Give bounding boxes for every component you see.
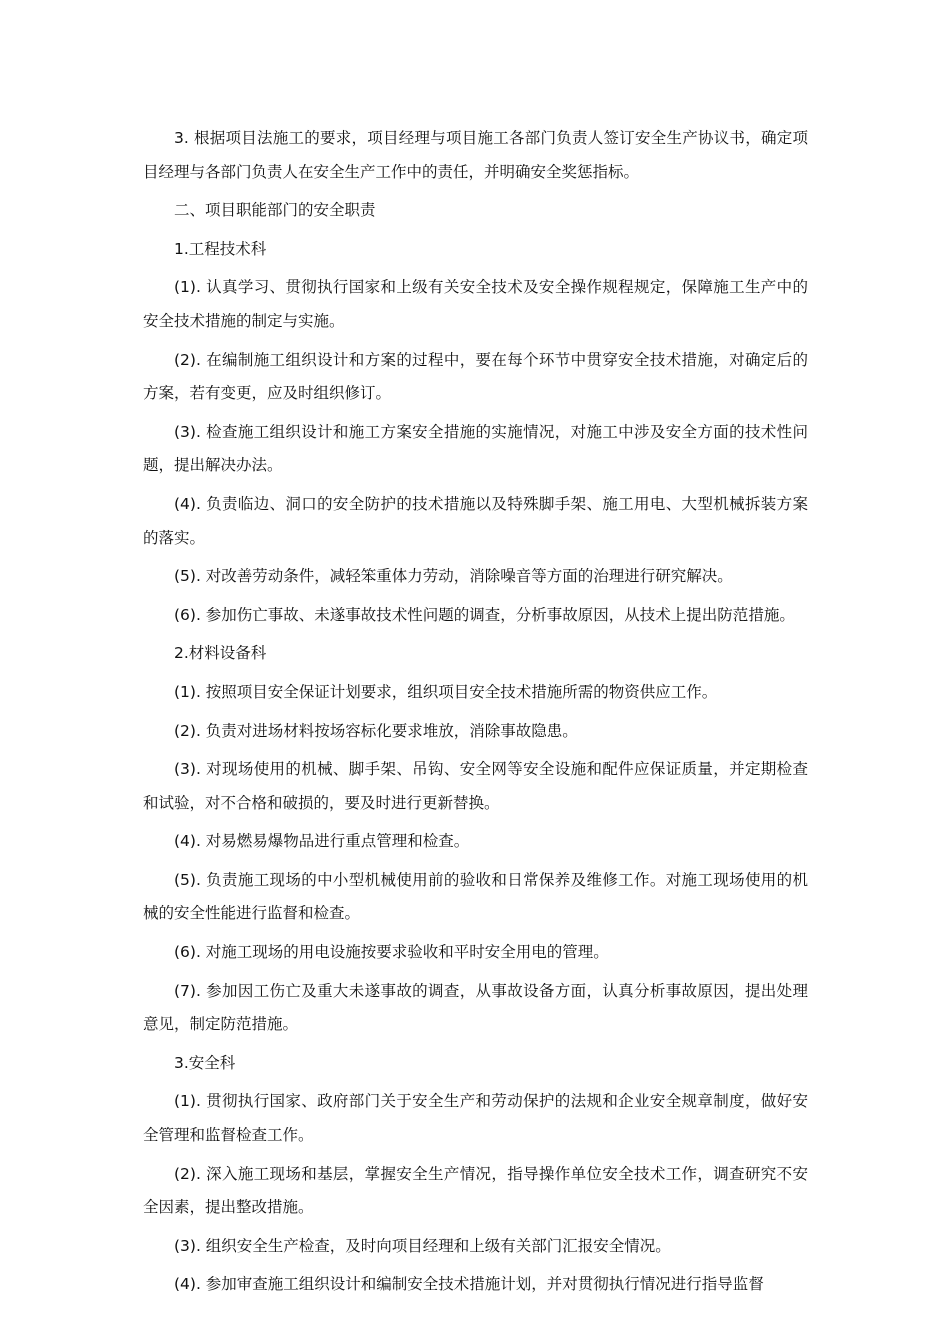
list-item: (5). 负责施工现场的中小型机械使用前的验收和日常保养及维修工作。对施工现场使用的机械的安全性能进行监督和检查。 [143,870,808,923]
list-item: (5). 对改善劳动条件，减轻笨重体力劳动，消除噪音等方面的治理进行研究解决。 [174,567,733,586]
section-heading-department-duties: 二、项目职能部门的安全职责 [174,201,376,220]
list-item: (1). 按照项目安全保证计划要求，组织项目安全技术措施所需的物资供应工作。 [174,682,718,701]
list-item: (4). 负责临边、洞口的安全防护的技术措施以及特殊脚手架、施工用电、大型机械拆装方案的落实。 [143,494,808,547]
list-item: (3). 检查施工组织设计和施工方案安全措施的实施情况，对施工中涉及安全方面的技术性问题，提出解决办法。 [143,422,808,475]
list-item: (3). 组织安全生产检查，及时向项目经理和上级有关部门汇报安全情况。 [174,1236,671,1255]
list-item: (1). 贯彻执行国家、政府部门关于安全生产和劳动保护的法规和企业安全规章制度，做好安全管理和监督检查工作。 [143,1092,808,1145]
list-item: (2). 深入施工现场和基层，掌握安全生产情况，指导操作单位安全技术工作，调查研究不安全因素，提出整改措施。 [143,1164,808,1217]
document-body [143,122,808,1307]
list-item: (4). 对易燃易爆物品进行重点管理和检查。 [174,832,470,851]
list-item: (2). 负责对进场材料按场容标化要求堆放，消除事故隐患。 [174,721,578,740]
paragraph-protocol-signing: 3. 根据项目法施工的要求，项目经理与项目施工各部门负责人签订安全生产协议书，确定项目经理与各部门负责人在安全生产工作中的责任，并明确安全奖惩指标。 [143,129,808,181]
subsection-heading-engineering-tech: 1.工程技术科 [174,239,267,258]
list-item: (6). 参加伤亡事故、未遂事故技术性问题的调查，分析事故原因，从技术上提出防范措施。 [174,605,795,624]
subsection-heading-safety: 3.安全科 [174,1053,236,1072]
list-item: (6). 对施工现场的用电设施按要求验收和平时安全用电的管理。 [174,943,609,962]
subsection-heading-materials-equipment: 2.材料设备科 [174,644,267,663]
list-item: (3). 对现场使用的机械、脚手架、吊钩、安全网等安全设施和配件应保证质量，并定期检查和试验，对不合格和破损的，要及时进行更新替换。 [143,760,808,812]
list-item: (1). 认真学习、贯彻执行国家和上级有关安全技术及安全操作规程规定，保障施工生产中的安全技术措施的制定与实施。 [143,278,808,330]
list-item: (2). 在编制施工组织设计和方案的过程中，要在每个环节中贯穿安全技术措施，对确定后的方案，若有变更，应及时组织修订。 [143,350,808,403]
list-item: (7). 参加因工伤亡及重大未遂事故的调查，从事故设备方面，认真分析事故原因，提出处理意见，制定防范措施。 [143,981,808,1034]
list-item: (4). 参加审查施工组织设计和编制安全技术措施计划，并对贯彻执行情况进行指导监督 [174,1275,764,1294]
